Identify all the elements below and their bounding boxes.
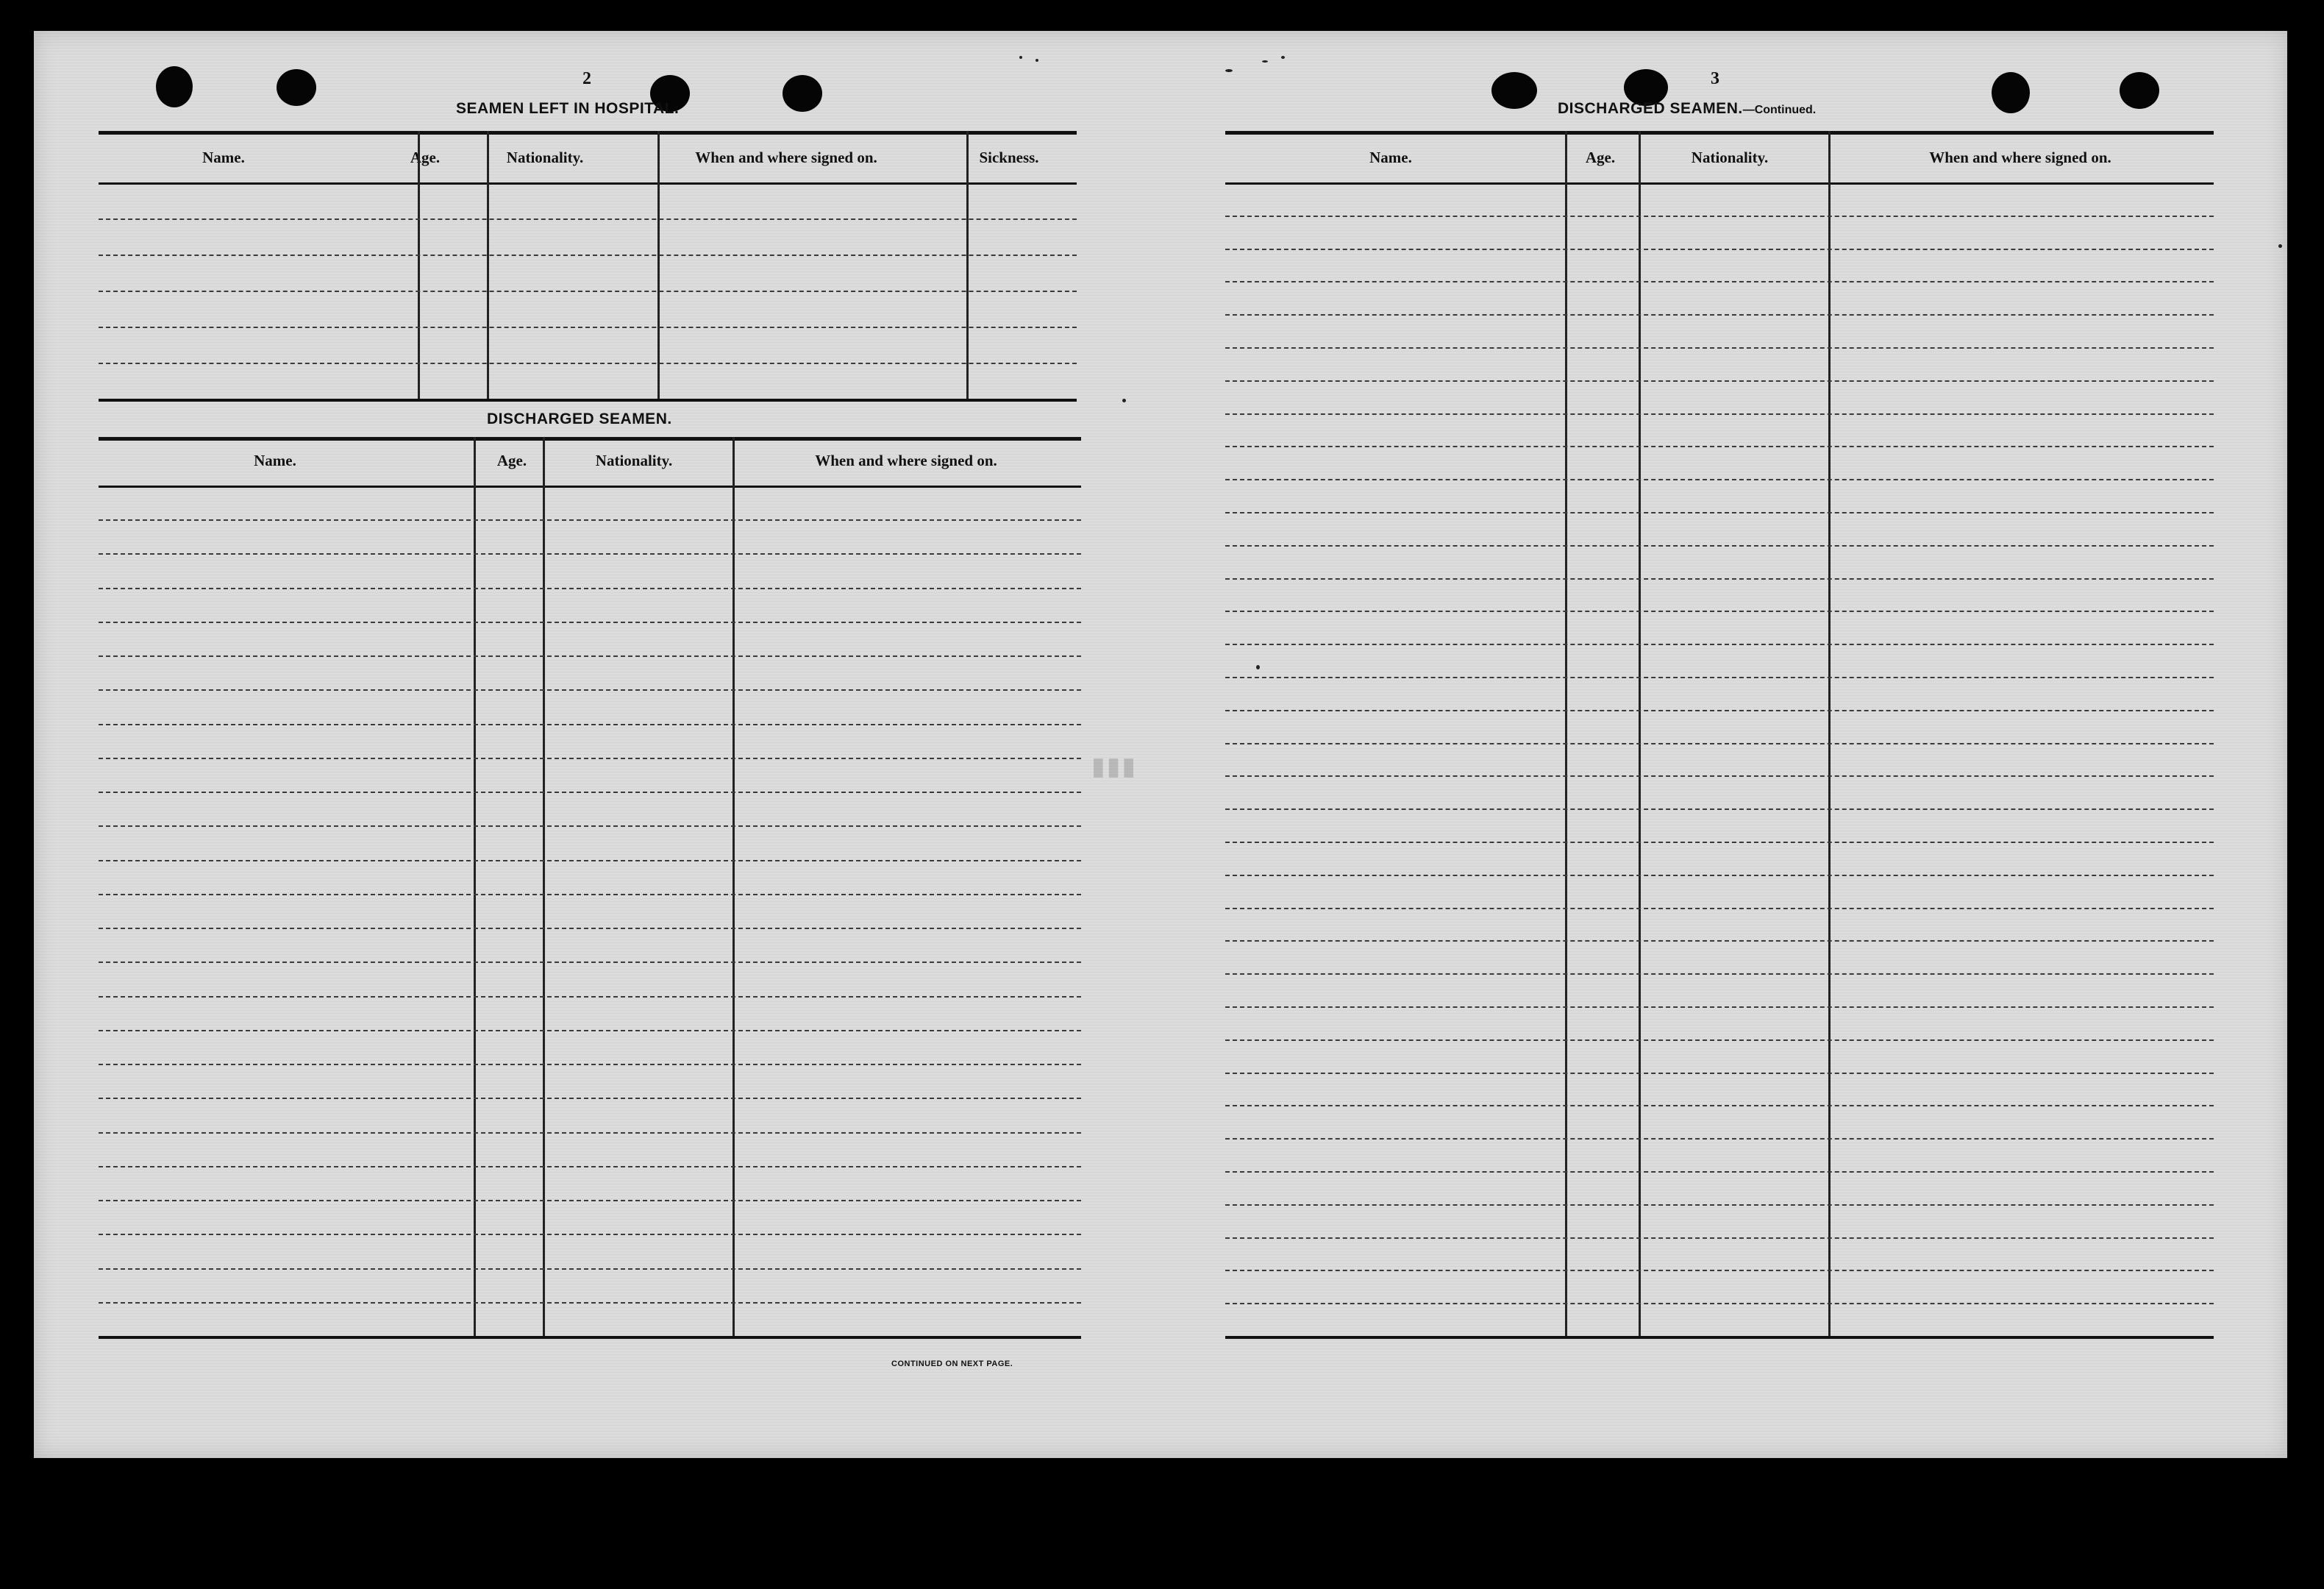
discharged-section-title: DISCHARGED SEAMEN. xyxy=(487,410,672,427)
blank-entry-line xyxy=(1225,446,2214,447)
blank-entry-line xyxy=(1225,413,2214,415)
punch-hole xyxy=(1992,72,2030,113)
dis-col-age-header: Age. xyxy=(496,452,527,469)
hosp-col-signed-on-header: When and where signed on. xyxy=(695,149,877,166)
blank-entry-line xyxy=(1225,908,2214,909)
blank-entry-line xyxy=(1225,1073,2214,1074)
blank-entry-line xyxy=(99,588,1081,589)
blank-entry-line xyxy=(1225,1105,2214,1106)
blank-entry-line xyxy=(99,1064,1081,1065)
blank-entry-line xyxy=(1225,1039,2214,1041)
blank-entry-line xyxy=(1225,1171,2214,1173)
blank-entry-line xyxy=(99,1166,1081,1167)
blank-entry-line xyxy=(1225,775,2214,777)
blank-entry-line xyxy=(1225,1006,2214,1008)
blank-entry-line xyxy=(99,860,1081,861)
punch-hole xyxy=(277,69,316,106)
blank-entry-line xyxy=(99,928,1081,929)
hosp-col-name-header: Name. xyxy=(202,149,245,166)
blank-entry-line xyxy=(99,1098,1081,1099)
blank-entry-line xyxy=(1225,842,2214,843)
blank-entry-line xyxy=(1225,545,2214,547)
scan-speck xyxy=(1225,69,1233,72)
hosp-col-nationality-header: Nationality. xyxy=(506,149,584,166)
blank-entry-line xyxy=(1225,875,2214,876)
dis-col-nationality-header: Nationality. xyxy=(595,452,673,469)
page-number-left: 2 xyxy=(582,69,591,88)
scan-speck xyxy=(1019,56,1022,59)
blank-entry-line xyxy=(1225,578,2214,580)
blank-entry-line xyxy=(99,218,1077,220)
blank-entry-line xyxy=(99,327,1077,328)
blank-entry-line xyxy=(99,961,1081,963)
blank-entry-line xyxy=(1225,1270,2214,1271)
punch-hole xyxy=(1491,72,1537,109)
blank-entry-line xyxy=(99,519,1081,521)
blank-entry-line xyxy=(99,255,1077,256)
hospital-table xyxy=(99,131,1077,403)
blank-entry-line xyxy=(99,894,1081,895)
blank-entry-line xyxy=(1225,940,2214,942)
continued-footer-note: CONTINUED ON NEXT PAGE. xyxy=(891,1359,1013,1368)
faint-stamp-mark: ▮▮▮ xyxy=(1091,753,1138,781)
blank-entry-line xyxy=(1225,710,2214,711)
blank-entry-line xyxy=(1225,281,2214,282)
cont-col-age-header: Age. xyxy=(1585,149,1616,166)
blank-entry-line xyxy=(1225,1204,2214,1206)
blank-entry-line xyxy=(99,1268,1081,1270)
blank-entry-line xyxy=(99,622,1081,623)
blank-entry-line xyxy=(1225,611,2214,612)
dis-col-signed-on-header: When and where signed on. xyxy=(815,452,997,469)
blank-entry-line xyxy=(1225,1138,2214,1140)
scan-speck xyxy=(1122,399,1126,402)
dis-col-name-header: Name. xyxy=(254,452,296,469)
blank-entry-line xyxy=(1225,314,2214,316)
blank-entry-line xyxy=(99,724,1081,725)
scanned-form-sheet xyxy=(34,31,2287,1458)
blank-entry-line xyxy=(1225,216,2214,217)
blank-entry-line xyxy=(99,291,1077,292)
cont-col-nationality-header: Nationality. xyxy=(1691,149,1769,166)
hosp-col-age-header: Age. xyxy=(410,149,441,166)
blank-entry-line xyxy=(99,996,1081,998)
page-number-right: 3 xyxy=(1711,69,1719,88)
discharged-continued-title-text: DISCHARGED SEAMEN. xyxy=(1558,100,1743,117)
blank-entry-line xyxy=(99,792,1081,793)
blank-entry-line xyxy=(1225,479,2214,480)
blank-entry-line xyxy=(1225,743,2214,744)
continued-suffix: —Continued. xyxy=(1742,104,1817,116)
hospital-section-title: SEAMEN LEFT IN HOSPITAL. xyxy=(456,100,680,117)
discharged-table xyxy=(99,437,1081,1342)
blank-entry-line xyxy=(1225,347,2214,349)
blank-entry-line xyxy=(99,1234,1081,1235)
blank-entry-line xyxy=(99,825,1081,827)
cont-col-name-header: Name. xyxy=(1369,149,1412,166)
blank-entry-line xyxy=(99,655,1081,657)
blank-entry-line xyxy=(1225,512,2214,513)
blank-entry-line xyxy=(99,1200,1081,1201)
blank-entry-line xyxy=(1225,249,2214,250)
scan-speck xyxy=(2278,244,2282,248)
blank-entry-line xyxy=(99,1030,1081,1031)
blank-entry-line xyxy=(99,363,1077,364)
blank-entry-line xyxy=(99,689,1081,691)
blank-entry-line xyxy=(1225,1237,2214,1239)
discharged-continued-title xyxy=(1558,100,1816,118)
blank-entry-line xyxy=(1225,973,2214,975)
scan-speck xyxy=(1281,56,1285,59)
hosp-col-sickness-header: Sickness. xyxy=(979,149,1039,166)
scan-speck xyxy=(1262,60,1268,63)
cont-col-signed-on-header: When and where signed on. xyxy=(1929,149,2111,166)
blank-entry-line xyxy=(1225,808,2214,810)
punch-hole xyxy=(2120,72,2159,109)
scan-speck xyxy=(1036,59,1038,62)
blank-entry-line xyxy=(1225,644,2214,645)
blank-entry-line xyxy=(99,758,1081,759)
blank-entry-line xyxy=(1225,1303,2214,1304)
blank-entry-line xyxy=(1225,380,2214,382)
blank-entry-line xyxy=(1225,677,2214,678)
discharged-continued-table xyxy=(1225,131,2214,1342)
blank-entry-line xyxy=(99,1302,1081,1304)
blank-entry-line xyxy=(99,553,1081,555)
punch-hole xyxy=(156,66,193,107)
punch-hole xyxy=(783,75,822,112)
blank-entry-line xyxy=(99,1132,1081,1134)
